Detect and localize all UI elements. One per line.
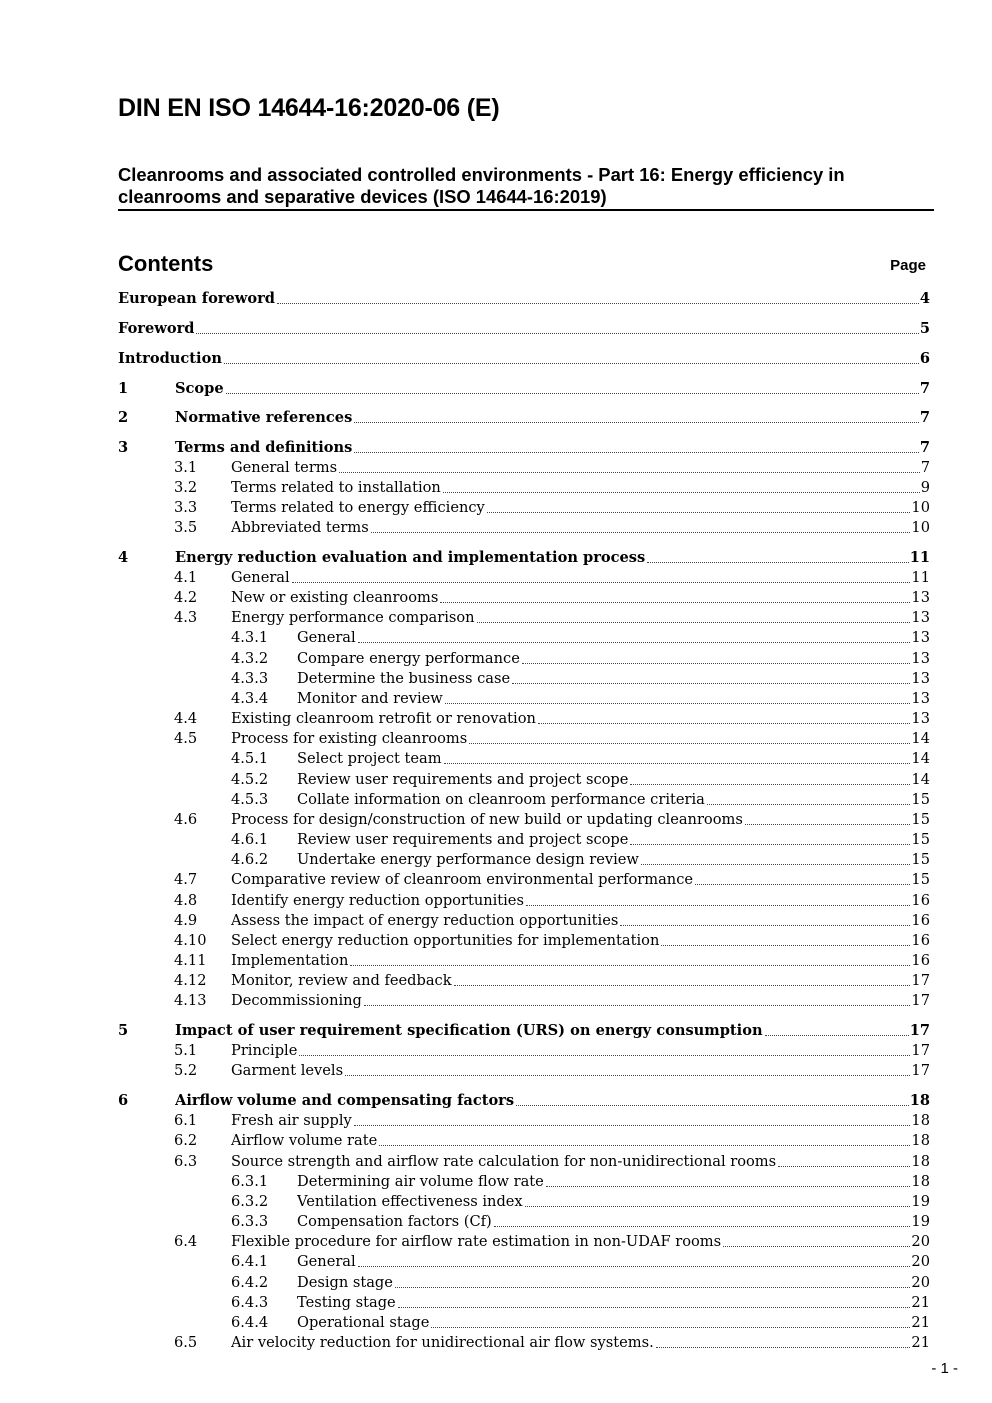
toc-entry-page: 16 xyxy=(911,912,930,929)
page-column-label: Page xyxy=(890,257,926,274)
toc-entry-title: Identify energy reduction opportunities xyxy=(231,892,524,909)
toc-entry-title: Garment levels xyxy=(231,1062,344,1079)
toc-entry-page: 14 xyxy=(911,730,930,747)
toc-entry-number: 4.6 xyxy=(174,811,198,828)
toc-dot-leader xyxy=(395,1273,911,1288)
toc-entry-title: Airflow volume rate xyxy=(231,1132,378,1149)
toc-dot-leader xyxy=(431,1313,910,1328)
toc-entry-page: 18 xyxy=(909,1092,930,1109)
toc-entry[interactable] xyxy=(118,1192,930,1212)
toc-entry-page: 10 xyxy=(911,499,930,516)
toc-entry-page: 19 xyxy=(911,1213,930,1230)
toc-dot-leader xyxy=(196,319,918,334)
toc-entry-number: 4.6.2 xyxy=(231,851,269,868)
toc-entry-title: Testing stage xyxy=(297,1294,396,1311)
toc-entry-number: 5.1 xyxy=(174,1042,198,1059)
toc-entry[interactable] xyxy=(118,649,930,669)
document-title: DIN EN ISO 14644-16:2020-06 (E) xyxy=(118,94,500,122)
toc-entry-number: 4.4 xyxy=(174,710,198,727)
toc-dot-leader xyxy=(538,709,911,724)
toc-entry[interactable] xyxy=(118,628,930,648)
toc-entry[interactable] xyxy=(118,770,930,790)
toc-entry-page: 6 xyxy=(919,350,930,367)
toc-dot-leader xyxy=(745,810,911,825)
toc-entry-title: European foreword xyxy=(118,290,275,307)
toc-entry-number: 4.6.1 xyxy=(231,831,269,848)
toc-entry-title: Process for design/construction of new build or updating cleanrooms xyxy=(231,811,743,828)
toc-dot-leader xyxy=(277,289,919,304)
toc-entry[interactable] xyxy=(118,498,930,518)
toc-entry-title: Assess the impact of energy reduction opportunities xyxy=(231,912,619,929)
toc-dot-leader xyxy=(444,749,911,764)
toc-entry[interactable] xyxy=(118,991,930,1011)
toc-entry-number: 4.11 xyxy=(174,952,207,969)
toc-entry[interactable] xyxy=(118,588,930,608)
toc-entry-title: Review user requirements and project scope xyxy=(297,771,629,788)
toc-entry-title: Select project team xyxy=(297,750,442,767)
toc-entry-title: General xyxy=(297,629,356,646)
toc-dot-leader xyxy=(358,1252,911,1267)
toc-entry-number: 4.12 xyxy=(174,972,207,989)
toc-dot-leader xyxy=(354,438,918,453)
toc-entry-number: 6.3.2 xyxy=(231,1193,269,1210)
toc-entry[interactable] xyxy=(118,1091,930,1111)
toc-entry[interactable] xyxy=(118,729,930,749)
toc-entry-number: 6.1 xyxy=(174,1112,198,1129)
toc-entry-number: 4.3.3 xyxy=(231,670,269,687)
toc-entry-page: 14 xyxy=(911,771,930,788)
toc-entry-number: 4.10 xyxy=(174,932,207,949)
toc-dot-leader xyxy=(292,568,911,583)
toc-dot-leader xyxy=(647,548,908,563)
toc-dot-leader xyxy=(487,498,911,513)
toc-dot-leader xyxy=(620,911,910,926)
toc-dot-leader xyxy=(354,1111,911,1126)
toc-entry[interactable] xyxy=(118,548,930,568)
toc-entry-page: 15 xyxy=(911,791,930,808)
toc-entry-number: 6.4.1 xyxy=(231,1253,269,1270)
toc-entry-page: 11 xyxy=(909,549,930,566)
toc-entry-page: 18 xyxy=(911,1173,930,1190)
toc-entry-page: 7 xyxy=(919,380,930,397)
toc-entry-title: Decommissioning xyxy=(231,992,362,1009)
toc-dot-leader xyxy=(299,1041,910,1056)
toc-dot-leader xyxy=(354,408,919,423)
toc-entry-title: Comparative review of cleanroom environmental performance xyxy=(231,871,694,888)
toc-entry[interactable] xyxy=(118,870,930,890)
toc-entry-number: 5.2 xyxy=(174,1062,198,1079)
toc-entry-number: 3.1 xyxy=(174,459,198,476)
toc-entry-title: Impact of user requirement specification (URS) on energy consumption xyxy=(175,1022,763,1039)
toc-entry-page: 11 xyxy=(911,569,930,586)
toc-entry-page: 14 xyxy=(911,750,930,767)
toc-entry-page: 13 xyxy=(911,629,930,646)
toc-entry-title: Terms related to installation xyxy=(231,479,441,496)
toc-dot-leader xyxy=(371,518,911,533)
toc-entry[interactable] xyxy=(118,1252,930,1272)
toc-entry-title: Foreword xyxy=(118,320,195,337)
toc-entry-page: 16 xyxy=(911,892,930,909)
toc-entry-page: 21 xyxy=(911,1314,930,1331)
toc-entry-title: Implementation xyxy=(231,952,349,969)
toc-entry-number: 6.3 xyxy=(174,1153,198,1170)
toc-entry[interactable] xyxy=(118,709,930,729)
toc-entry-title: Introduction xyxy=(118,350,222,367)
toc-entry[interactable] xyxy=(118,1232,930,1252)
toc-entry[interactable] xyxy=(118,971,930,991)
toc-dot-leader xyxy=(224,349,919,364)
toc-entry[interactable] xyxy=(118,1131,930,1151)
toc-entry-page: 21 xyxy=(911,1334,930,1351)
toc-entry-page: 10 xyxy=(911,519,930,536)
toc-entry-title: Normative references xyxy=(175,409,353,426)
toc-entry-number: 5 xyxy=(118,1022,129,1039)
toc-dot-leader xyxy=(440,588,910,603)
toc-entry-number: 4.9 xyxy=(174,912,198,929)
toc-entry-title: Collate information on cleanroom performance criteria xyxy=(297,791,705,808)
toc-entry-number: 3.5 xyxy=(174,519,198,536)
toc-entry[interactable] xyxy=(118,689,930,709)
toc-entry[interactable] xyxy=(118,1152,930,1172)
toc-entry[interactable] xyxy=(118,1061,930,1081)
toc-entry-title: Monitor, review and feedback xyxy=(231,972,452,989)
toc-entry[interactable] xyxy=(118,478,930,498)
toc-entry-page: 7 xyxy=(920,459,930,476)
toc-entry-number: 6.4.4 xyxy=(231,1314,269,1331)
toc-entry[interactable] xyxy=(118,850,930,870)
footer-page-number: - 1 - xyxy=(931,1360,958,1377)
toc-entry-page: 15 xyxy=(911,851,930,868)
toc-dot-leader xyxy=(345,1061,910,1076)
toc-dot-leader xyxy=(477,608,911,623)
toc-dot-leader xyxy=(707,790,911,805)
toc-entry-number: 4.1 xyxy=(174,569,198,586)
toc-entry[interactable] xyxy=(118,891,930,911)
contents-heading: Contents xyxy=(118,251,214,276)
toc-entry-number: 4.3.2 xyxy=(231,650,269,667)
toc-entry-page: 17 xyxy=(911,992,930,1009)
toc-dot-leader xyxy=(443,478,920,493)
toc-entry-number: 4.13 xyxy=(174,992,207,1009)
toc-entry[interactable] xyxy=(118,1333,930,1353)
toc-dot-leader xyxy=(469,729,910,744)
toc-dot-leader xyxy=(546,1172,911,1187)
toc-dot-leader xyxy=(526,891,910,906)
toc-dot-leader xyxy=(723,1232,910,1247)
toc-dot-leader xyxy=(379,1131,910,1146)
toc-entry-number: 2 xyxy=(118,409,129,426)
toc-entry-page: 15 xyxy=(911,811,930,828)
toc-entry-title: Energy performance comparison xyxy=(231,609,475,626)
toc-entry[interactable] xyxy=(118,1212,930,1232)
toc-entry-title: Principle xyxy=(231,1042,298,1059)
toc-entry-number: 1 xyxy=(118,380,129,397)
toc-entry[interactable] xyxy=(118,1111,930,1131)
toc-entry-title: Compensation factors (Cf) xyxy=(297,1213,492,1230)
toc-entry[interactable] xyxy=(118,518,930,538)
toc-entry-title: General terms xyxy=(231,459,338,476)
toc-entry[interactable] xyxy=(118,1293,930,1313)
toc-entry-title: New or existing cleanrooms xyxy=(231,589,439,606)
toc-dot-leader xyxy=(350,951,910,966)
toc-entry-page: 20 xyxy=(911,1233,930,1250)
toc-entry-number: 4.7 xyxy=(174,871,198,888)
toc-entry-number: 6 xyxy=(118,1092,129,1109)
toc-entry[interactable] xyxy=(118,931,930,951)
toc-entry-number: 6.5 xyxy=(174,1334,198,1351)
toc-entry-title: Energy reduction evaluation and implementation process xyxy=(175,549,646,566)
toc-entry-page: 13 xyxy=(911,670,930,687)
toc-entry-page: 19 xyxy=(911,1193,930,1210)
toc-entry-number: 4 xyxy=(118,549,129,566)
table-of-contents xyxy=(118,0,930,1403)
toc-entry-number: 3 xyxy=(118,439,129,456)
toc-entry-number: 4.5.1 xyxy=(231,750,269,767)
toc-entry-number: 6.4 xyxy=(174,1233,198,1250)
toc-entry-page: 7 xyxy=(919,439,930,456)
toc-dot-leader xyxy=(630,770,910,785)
toc-entry-page: 18 xyxy=(911,1132,930,1149)
toc-entry-title: Existing cleanroom retrofit or renovation xyxy=(231,710,536,727)
toc-entry-page: 17 xyxy=(911,972,930,989)
toc-dot-leader xyxy=(398,1293,911,1308)
toc-entry[interactable] xyxy=(118,1041,930,1061)
toc-entry[interactable] xyxy=(118,289,930,309)
toc-entry[interactable] xyxy=(118,379,930,399)
toc-dot-leader xyxy=(695,870,910,885)
toc-dot-leader xyxy=(516,1091,909,1106)
toc-entry-number: 4.2 xyxy=(174,589,198,606)
toc-entry-title: Air velocity reduction for unidirectional air flow systems. xyxy=(231,1334,654,1351)
toc-entry-page: 15 xyxy=(911,871,930,888)
toc-entry[interactable] xyxy=(118,319,930,339)
toc-entry-number: 4.5 xyxy=(174,730,198,747)
toc-entry[interactable] xyxy=(118,438,930,458)
toc-entry-title: Scope xyxy=(175,380,224,397)
toc-entry-page: 21 xyxy=(911,1294,930,1311)
toc-entry[interactable] xyxy=(118,1172,930,1192)
toc-entry-page: 16 xyxy=(911,932,930,949)
toc-entry-title: Operational stage xyxy=(297,1314,430,1331)
toc-entry-page: 18 xyxy=(911,1112,930,1129)
toc-entry-page: 16 xyxy=(911,952,930,969)
toc-entry-title: Select energy reduction opportunities for implementation xyxy=(231,932,660,949)
toc-entry-title: Flexible procedure for airflow rate estimation in non-UDAF rooms xyxy=(231,1233,722,1250)
toc-entry-page: 9 xyxy=(920,479,930,496)
toc-entry-number: 4.5.2 xyxy=(231,771,269,788)
toc-dot-leader xyxy=(494,1212,911,1227)
toc-entry-title: Determining air volume flow rate xyxy=(297,1173,544,1190)
toc-entry-number: 6.3.3 xyxy=(231,1213,269,1230)
toc-entry[interactable] xyxy=(118,951,930,971)
toc-entry-page: 7 xyxy=(919,409,930,426)
toc-entry-page: 20 xyxy=(911,1253,930,1270)
toc-entry-page: 13 xyxy=(911,650,930,667)
toc-dot-leader xyxy=(358,628,911,643)
toc-entry-page: 13 xyxy=(911,609,930,626)
toc-entry-title: Fresh air supply xyxy=(231,1112,352,1129)
toc-dot-leader xyxy=(778,1152,910,1167)
toc-entry-page: 17 xyxy=(911,1062,930,1079)
toc-entry-title: Terms and definitions xyxy=(175,439,353,456)
toc-entry-title: Monitor and review xyxy=(297,690,443,707)
toc-dot-leader xyxy=(641,850,911,865)
toc-entry[interactable] xyxy=(118,568,930,588)
toc-entry[interactable] xyxy=(118,669,930,689)
toc-dot-leader xyxy=(525,1192,911,1207)
toc-dot-leader xyxy=(522,649,911,664)
toc-entry-number: 3.2 xyxy=(174,479,198,496)
toc-entry[interactable] xyxy=(118,830,930,850)
toc-entry-page: 20 xyxy=(911,1274,930,1291)
toc-entry-number: 6.4.3 xyxy=(231,1294,269,1311)
toc-entry[interactable] xyxy=(118,608,930,628)
toc-dot-leader xyxy=(226,379,919,394)
toc-entry-page: 13 xyxy=(911,690,930,707)
toc-entry-title: Determine the business case xyxy=(297,670,511,687)
toc-entry-title: Design stage xyxy=(297,1274,393,1291)
toc-entry-number: 6.2 xyxy=(174,1132,198,1149)
toc-entry-title: Ventilation effectiveness index xyxy=(297,1193,523,1210)
toc-entry-number: 4.3 xyxy=(174,609,198,626)
toc-entry-title: Source strength and airflow rate calculation for non-unidirectional rooms xyxy=(231,1153,777,1170)
toc-entry-number: 4.3.4 xyxy=(231,690,269,707)
toc-entry-page: 18 xyxy=(911,1153,930,1170)
toc-entry[interactable] xyxy=(118,458,930,478)
toc-entry[interactable] xyxy=(118,408,930,428)
toc-entry-title: Process for existing cleanrooms xyxy=(231,730,468,747)
toc-dot-leader xyxy=(364,991,911,1006)
toc-entry-title: Abbreviated terms xyxy=(231,519,369,536)
toc-entry[interactable] xyxy=(118,1273,930,1293)
toc-entry-page: 15 xyxy=(911,831,930,848)
toc-entry-number: 4.3.1 xyxy=(231,629,269,646)
toc-entry-number: 4.8 xyxy=(174,892,198,909)
toc-entry-title: Compare energy performance xyxy=(297,650,520,667)
toc-entry[interactable] xyxy=(118,1021,930,1041)
toc-entry-title: Review user requirements and project scope xyxy=(297,831,629,848)
toc-dot-leader xyxy=(656,1333,911,1348)
toc-dot-leader xyxy=(512,669,910,684)
toc-entry-number: 6.3.1 xyxy=(231,1173,269,1190)
toc-entry-page: 4 xyxy=(919,290,930,307)
toc-entry[interactable] xyxy=(118,749,930,769)
toc-entry-title: Airflow volume and compensating factors xyxy=(175,1092,515,1109)
toc-entry-title: Undertake energy performance design review xyxy=(297,851,639,868)
toc-entry[interactable] xyxy=(118,911,930,931)
toc-entry-page: 13 xyxy=(911,710,930,727)
toc-entry-page: 17 xyxy=(911,1042,930,1059)
toc-dot-leader xyxy=(661,931,910,946)
toc-entry-number: 6.4.2 xyxy=(231,1274,269,1291)
toc-dot-leader xyxy=(445,689,911,704)
toc-dot-leader xyxy=(339,458,920,473)
toc-entry-number: 4.5.3 xyxy=(231,791,269,808)
toc-entry[interactable] xyxy=(118,790,930,810)
toc-entry[interactable] xyxy=(118,810,930,830)
toc-entry-title: General xyxy=(297,1253,356,1270)
toc-entry-title: Terms related to energy efficiency xyxy=(231,499,485,516)
toc-dot-leader xyxy=(630,830,910,845)
toc-entry-page: 5 xyxy=(919,320,930,337)
toc-entry[interactable] xyxy=(118,349,930,369)
toc-entry-title: General xyxy=(231,569,290,586)
toc-dot-leader xyxy=(765,1021,909,1036)
toc-entry-number: 3.3 xyxy=(174,499,198,516)
toc-entry[interactable] xyxy=(118,1313,930,1333)
document-subtitle: Cleanrooms and associated controlled environments - Part 16: Energy efficiency in cleanrooms and separative devices (ISO 14644-16:2019) xyxy=(118,164,934,211)
toc-dot-leader xyxy=(454,971,911,986)
toc-entry-page: 13 xyxy=(911,589,930,606)
toc-entry-page: 17 xyxy=(909,1022,930,1039)
